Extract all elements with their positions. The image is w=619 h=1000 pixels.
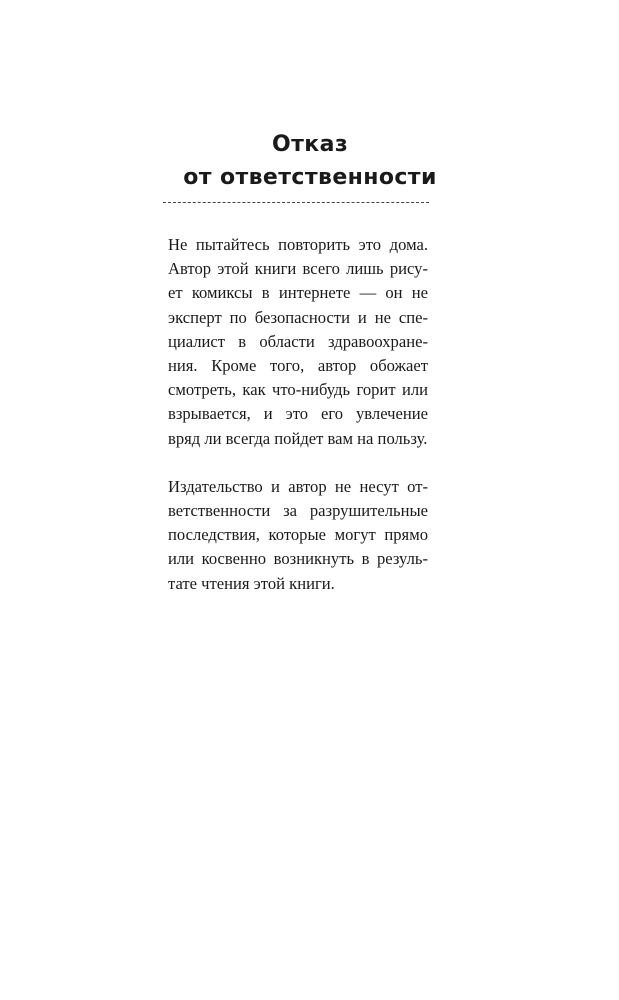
text-line: ния. Кроме того, автор обожает [168, 356, 428, 376]
dashed-divider [163, 202, 429, 203]
text-line: тате чтения этой книги. [168, 573, 335, 593]
page-title-line-1: Отказ [271, 132, 348, 157]
text-line: ветственности за разрушительные [168, 501, 428, 521]
text-line: взрывается, и это его увлечение [168, 404, 428, 424]
paragraph-1 [168, 233, 428, 451]
page-title-line-2: от ответственности [183, 165, 437, 190]
text-line: эксперт по безопасности и не спе- [168, 307, 428, 327]
text-line: или косвенно возникнуть в резуль- [168, 549, 428, 569]
text-line: Издательство и автор не несут от- [168, 476, 428, 496]
text-line: циалист в области здравоохране- [168, 331, 428, 351]
text-line: Автор этой книги всего лишь рису- [168, 259, 428, 279]
text-line: Не пытайтесь повторить это дома. [168, 235, 428, 254]
text-line: вряд ли всегда пойдет вам на пользу. [168, 428, 428, 448]
text-line: ет комиксы в интернете — он не [168, 283, 428, 303]
text-line: последствия, которые могут прямо [168, 525, 428, 545]
text-line: смотреть, как что-нибудь горит или [168, 380, 428, 400]
paragraph-2 [168, 475, 428, 596]
disclaimer-body [168, 233, 428, 596]
page-title [150, 128, 470, 194]
